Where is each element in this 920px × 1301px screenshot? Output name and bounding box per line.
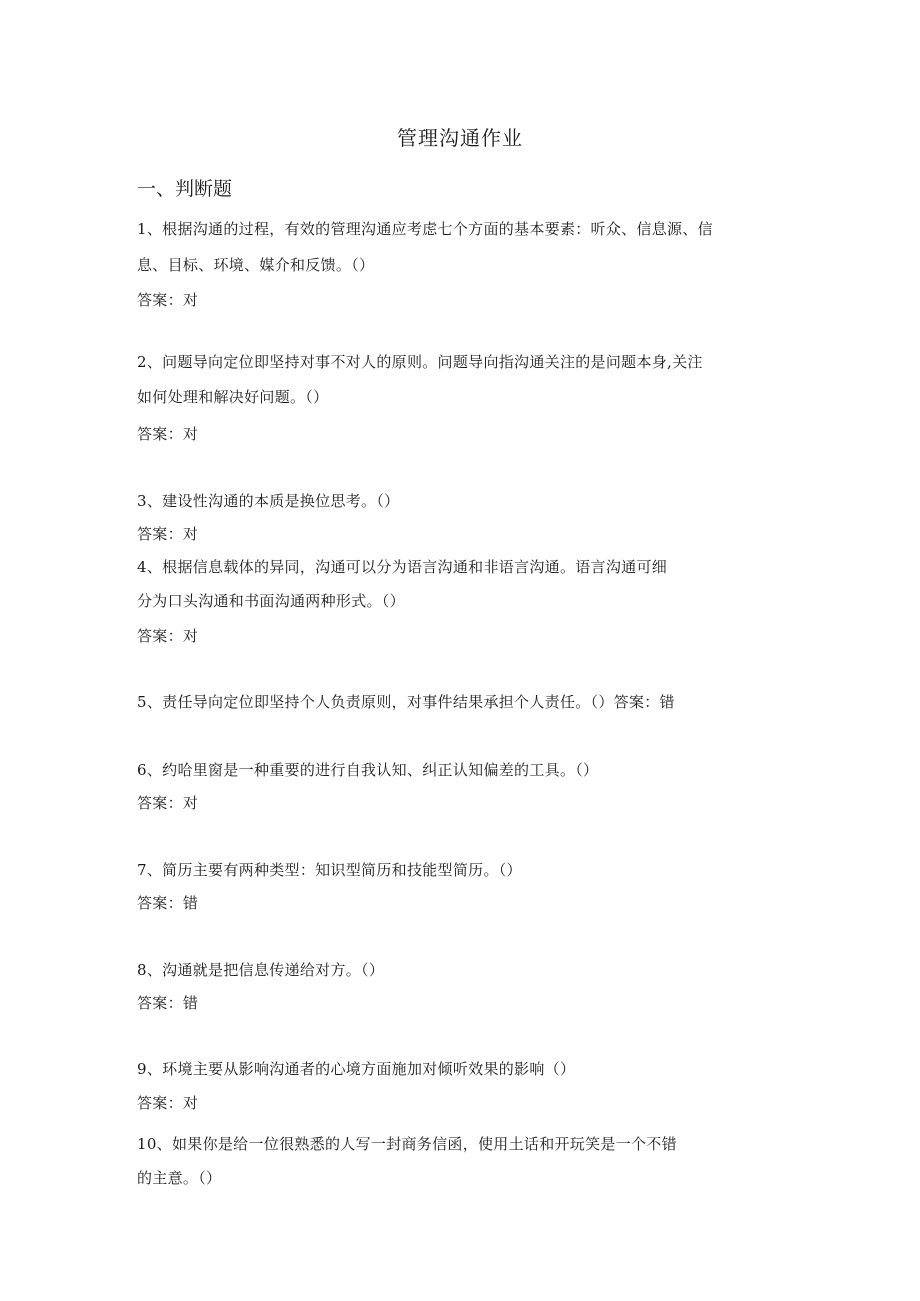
answer-2: 答案：对 <box>137 425 199 443</box>
question-1-line-2: 息、目标、环境、媒介和反馈。（） <box>137 256 375 274</box>
answer-3: 答案：对 <box>137 525 199 543</box>
answer-9: 答案：对 <box>137 1094 199 1112</box>
section-heading: 一、判断题 <box>137 178 233 200</box>
question-2-line-1: 2、问题导向定位即坚持对事不对人的原则。问题导向指沟通关注的是问题本身,关注 <box>137 353 703 371</box>
question-10-line-1: 10、如果你是给一位很熟悉的人写一封商务信函，使用土话和开玩笑是一个不错 <box>137 1135 677 1153</box>
question-5-line-1: 5、责任导向定位即坚持个人负责原则，对事件结果承担个人责任。（）答案：错 <box>137 693 675 711</box>
answer-6: 答案：对 <box>137 794 199 812</box>
question-7-line-1: 7、简历主要有两种类型：知识型简历和技能型简历。（） <box>137 861 522 879</box>
answer-4: 答案：对 <box>137 627 199 645</box>
answer-1: 答案：对 <box>137 291 199 309</box>
question-4-line-2: 分为口头沟通和书面沟通两种形式。（） <box>137 592 405 610</box>
question-2-line-2: 如何处理和解决好问题。（） <box>137 388 329 406</box>
answer-8: 答案：错 <box>137 994 199 1012</box>
question-8-line-1: 8、沟通就是把信息传递给对方。（） <box>137 961 385 979</box>
question-6-line-1: 6、约哈里窗是一种重要的进行自我认知、纠正认知偏差的工具。（） <box>137 761 599 779</box>
question-9-line-1: 9、环境主要从影响沟通者的心境方面施加对倾听效果的影响（） <box>137 1060 576 1078</box>
answer-7: 答案：错 <box>137 894 199 912</box>
question-10-line-2: 的主意。（） <box>137 1169 222 1187</box>
question-1-line-1: 1、根据沟通的过程，有效的管理沟通应考虑七个方面的基本要素：听众、信息源、信 <box>137 220 713 238</box>
page-title: 管理沟通作业 <box>397 126 523 150</box>
question-3-line-1: 3、建设性沟通的本质是换位思考。（） <box>137 492 400 510</box>
question-4-line-1: 4、根据信息载体的异同，沟通可以分为语言沟通和非语言沟通。语言沟通可细 <box>137 558 668 576</box>
